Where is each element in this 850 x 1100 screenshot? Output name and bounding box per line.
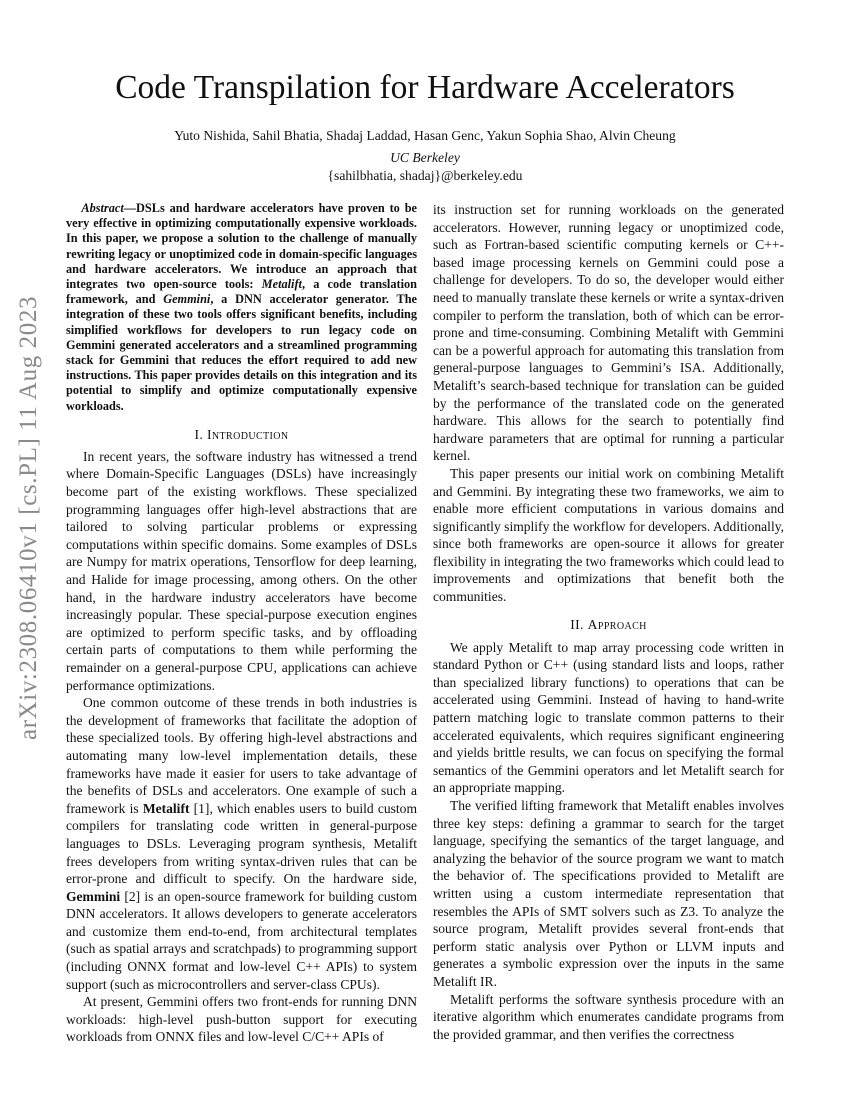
section-title: Introduction	[206, 426, 289, 442]
intro-paragraph: In recent years, the software industry has witnessed a trend where Domain-Specific Languages (DSLs) have increasingly become part of the existing workflows. These specialized programming languages offer high-level abstractions that are tailored to solving particular problems or expressing computations within specific domains. Some examples of DSLs are Numpy for matrix operations, Tensorflow for deep learning, and Halide for image processing, among others. On the other hand, in the hardware industry accelerators have become increasingly popular. These special-purpose execution engines are optimized to perform specific tasks, and by offloading certain parts of computations to them while performing the remainder on a general-purpose CPU, applications can achieve performance optimizations.	[66, 448, 417, 693]
intro-paragraph	[66, 694, 417, 993]
abstract-label: Abstract	[81, 201, 124, 215]
paragraph-text: [2] is an open-source framework for building custom DNN accelerators. It allows developers to generate accelerators and customize them end-to-end, from architectural templates (such as spatial arrays and scratchpads) to programming support (including ONNX format and low-level C++ APIs) to system support (such as microcontrollers and server-class CPUs).	[66, 888, 417, 992]
tool-name-metalift: Metalift	[261, 277, 302, 292]
approach-paragraph: The verified lifting framework that Metalift enables involves three key steps: defining a grammar to search for the target language, specifying the semantics of the target language, and analyzing the behavior of the source program we want to match the behavior of. The specifications provided to Metalift are written using a custom intermediate representation that resembles the APIs of SMT solvers such as Z3. To analyze the source program, Metalift provides several front-ends that perform static analysis over Python or LLVM inputs and generates a symbolic expression over the inputs in the same Metalift IR.	[433, 798, 784, 989]
section-heading-approach	[433, 616, 784, 634]
section-numeral: II.	[570, 616, 588, 632]
abstract-text: , a DNN accelerator generator. The integration of these two tools offers significant benefits, including simplified workflows for developers to run legacy code on Gemmini generated accelerators and a streamlined programming stack for Gemmini that reduces the effort required to add new instructions. This paper provides details on this integration and its potential to simplify and optimize computationally expensive workloads.	[66, 292, 417, 413]
arxiv-stamp: arXiv:2308.06410v1 [cs.PL] 11 Aug 2023	[15, 295, 42, 740]
paragraph-text: [1], which enables users to build custom compilers for translating code written in general-purpose languages to DSLs. Leveraging program synthesis, Metalift frees developers from writing syntax-driven rules that can be error-prone and difficult to specify. On the hardware side,	[66, 800, 417, 887]
abstract-text: , a code translation framework, and	[66, 277, 417, 307]
approach-paragraph: Metalift performs the software synthesis procedure with an iterative algorithm which enumerates candidate programs from the provided grammar, and then verifies the correctness	[433, 991, 784, 1042]
right-column	[433, 201, 784, 1043]
intro-paragraph-continued: its instruction set for running workloads on the generated accelerators. However, running legacy or unoptimized code, such as Fortran-based scientific computing kernels or C++-based image processing kernels on Gemmini could pose a challenge for developers. To do so, the developer would either need to manually translate these kernels or write a syntax-driven compiler to perform the translation, both of which can be error-prone and time-consuming. Combining Metalift with Gemmini can be a powerful approach for automating this translation from general-purpose languages to Gemmini’s ISA. Additionally, Metalift’s search-based technique for translation can be guided by the performance of the translated code on the generated hardware. This allows for the search to potentially find hardware parameters that are optimal for running a particular kernel.	[433, 202, 784, 464]
section-numeral: I.	[194, 426, 207, 442]
approach-paragraph: We apply Metalift to map array processing code written in standard Python or C++ (using standard lists and loops, rather than specialized library functions) to operations that can be accelerated using Gemmini. Instead of having to hand-write pattern matching logic to translate common patterns to their accelerated equivalents, which requires significant engineering and yields brittle results, we can focus on specifying the formal semantics of the Gemmini operators and let Metalift search for an appropriate mapping.	[433, 639, 784, 796]
affiliation: UC Berkeley	[390, 150, 460, 165]
intro-paragraph: At present, Gemmini offers two front-ends for running DNN workloads: high-level push-button support for executing workloads from ONNX files and low-level C/C++ APIs of	[66, 994, 417, 1045]
section-heading-introduction	[66, 426, 417, 444]
abstract-dash: —	[123, 201, 137, 215]
tool-name-gemmini: Gemmini	[163, 292, 211, 307]
abstract	[66, 201, 417, 414]
bold-term-gemmini: Gemmini	[66, 888, 121, 904]
section-title: Approach	[587, 616, 647, 632]
author-list: Yuto Nishida, Sahil Bhatia, Shadaj Laddad, Hasan Genc, Yakun Sophia Shao, Alvin Cheung	[174, 128, 676, 143]
intro-paragraph: This paper presents our initial work on combining Metalift and Gemmini. By integrating these two frameworks, we aim to enable more efficient computations in various domains and significantly simplify the workflow for developers. Additionally, since both frameworks are open-source it allows for greater flexibility in integrating the two frameworks which could lead to improvements and optimizations that benefit both the communities.	[433, 465, 785, 605]
bold-term-metalift: Metalift	[142, 800, 190, 816]
abstract-text: DSLs and hardware accelerators have proven to be very effective in optimizing computationally expensive workloads. In this paper, we propose a solution to the challenge of manually rewriting legacy or unoptimized code in domain-specific languages and hardware accelerators. We introduce an approach that integrates two open-source tools:	[66, 201, 417, 292]
left-column	[66, 201, 417, 1046]
paragraph-text: One common outcome of these trends in both industries is the development of frameworks that facilitate the adoption of these specialized tools. By offering high-level abstractions and automating many low-level implementation details, these frameworks have made it easier for users to take advantage of the benefits of DSLs and accelerators. One example of such a framework is	[66, 695, 417, 816]
paper-title: Code Transpilation for Hardware Accelerators	[115, 69, 735, 106]
contact-email: {sahilbhatia, shadaj}@berkeley.edu	[327, 168, 523, 183]
